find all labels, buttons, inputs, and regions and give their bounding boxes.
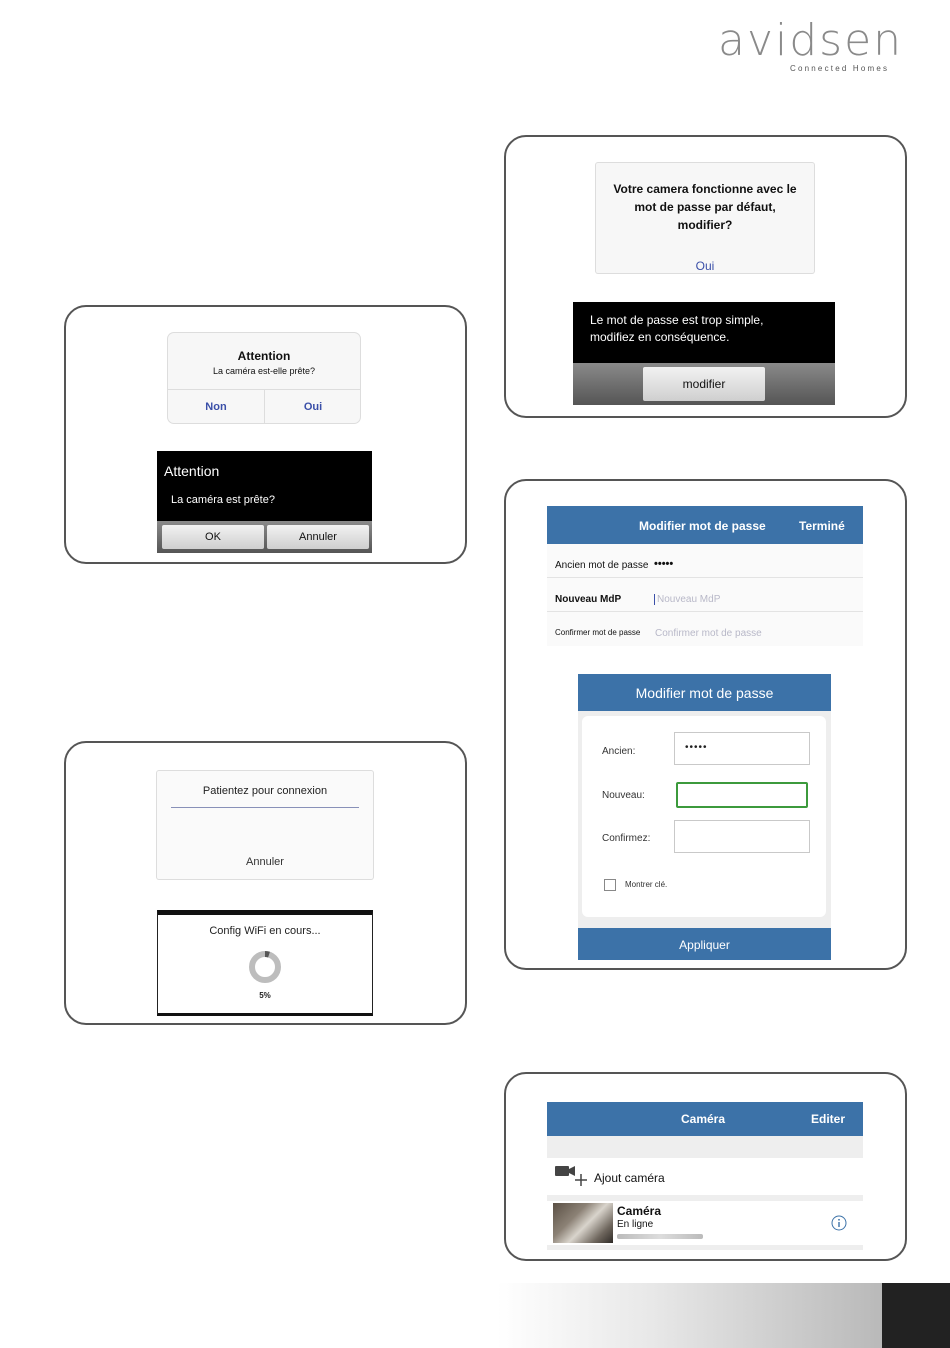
ios-attention-dialog	[168, 333, 360, 423]
new-password-row	[547, 578, 863, 612]
android-attention-dialog	[157, 451, 372, 553]
android-button-bar	[157, 521, 372, 553]
camera-nav-bar	[547, 1102, 863, 1136]
annuler-button[interactable]: Annuler	[246, 856, 284, 868]
ok-button[interactable]: OK	[162, 525, 264, 549]
android-change-password-screen	[578, 674, 831, 960]
panel-attention	[64, 305, 467, 564]
yes-button[interactable]: Oui	[303, 401, 323, 413]
done-button[interactable]: Terminé	[799, 519, 845, 533]
ios-default-password-dialog	[596, 163, 814, 273]
camera-thumbnail	[553, 1203, 613, 1243]
old-password-row	[547, 544, 863, 578]
camera-status: En ligne	[617, 1219, 654, 1230]
wifi-config-message: Config WiFi en cours...	[209, 925, 321, 937]
modifier-button[interactable]: modifier	[643, 367, 765, 401]
ios-change-password-screen	[547, 506, 863, 646]
footer-gradient-band	[497, 1283, 882, 1348]
panel-change-password	[504, 479, 907, 970]
confirm-password-label: Confirmer mot de passe	[555, 628, 641, 637]
panel-default-password	[504, 135, 907, 418]
confirm-password-row	[547, 612, 863, 645]
avidsen-logo	[718, 14, 908, 74]
android-button-bar	[573, 363, 835, 405]
no-button[interactable]: Non	[205, 401, 227, 413]
wifi-config-dialog	[157, 910, 373, 1016]
oui-button[interactable]: Oui	[695, 259, 715, 273]
logo-tagline: Connected Homes	[790, 64, 890, 73]
android-simple-password-dialog	[573, 302, 835, 405]
show-key-label: Montrer clé.	[625, 880, 668, 889]
android-dialog-title: Attention	[164, 463, 220, 479]
ios-default-password-message: Votre camera fonctionne avec le mot de passe par défaut, modifier?	[613, 182, 797, 232]
confirm-password-field[interactable]	[674, 820, 810, 853]
old-password-value[interactable]: •••••	[654, 558, 674, 570]
panel-camera-list	[504, 1072, 907, 1261]
show-key-checkbox[interactable]	[604, 879, 616, 891]
ios-wait-dialog	[157, 771, 373, 879]
logo-wordmark: avidsen	[718, 15, 904, 66]
add-camera-label: Ajout caméra	[594, 1171, 665, 1185]
old-password-dots: •••••	[685, 742, 708, 753]
progress-ring	[247, 949, 283, 985]
android-form-card	[582, 716, 826, 917]
footer-page-tab	[882, 1283, 950, 1348]
confirm-password-input[interactable]: Confirmer mot de passe	[655, 628, 762, 639]
ios-nav-title: Modifier mot de passe	[639, 519, 766, 533]
apply-label: Appliquer	[679, 938, 730, 952]
progress-ring-track	[252, 954, 278, 980]
video-camera-add-icon	[555, 1164, 589, 1188]
add-camera-row[interactable]	[547, 1158, 863, 1195]
old-password-field[interactable]	[674, 732, 810, 765]
old-label: Ancien:	[602, 746, 636, 757]
panel-connection	[64, 741, 467, 1025]
info-icon[interactable]	[831, 1215, 847, 1231]
wait-divider	[171, 807, 359, 808]
edit-button[interactable]: Editer	[811, 1112, 846, 1126]
ios-dialog-message: La caméra est-elle prête?	[212, 366, 316, 376]
camera-nav-title: Caméra	[681, 1112, 726, 1126]
new-password-input[interactable]: Nouveau MdP	[654, 594, 720, 605]
android-title-bar	[578, 674, 831, 711]
wait-message: Patientez pour connexion	[202, 785, 328, 797]
ios-dialog-title: Attention	[237, 349, 291, 363]
new-password-label: Nouveau MdP	[555, 594, 622, 605]
new-label: Nouveau:	[602, 790, 645, 801]
android-dialog-message: La caméra est prête?	[171, 494, 275, 506]
old-password-label: Ancien mot de passe	[555, 560, 649, 571]
apply-button[interactable]	[578, 928, 831, 960]
camera-row[interactable]	[547, 1201, 863, 1245]
android-title: Modifier mot de passe	[635, 685, 774, 701]
camera-list-screen	[547, 1102, 863, 1250]
ios-nav-bar	[547, 506, 863, 544]
camera-name: Caméra	[617, 1204, 662, 1218]
android-simple-password-message: Le mot de passe est trop simple, modifiez en conséquence.	[590, 313, 764, 344]
confirm-label: Confirmez:	[602, 833, 651, 844]
new-password-field[interactable]	[676, 782, 808, 808]
cancel-button[interactable]: Annuler	[267, 525, 369, 549]
camera-id-blurred	[617, 1234, 703, 1239]
progress-label: 5%	[259, 991, 271, 1000]
